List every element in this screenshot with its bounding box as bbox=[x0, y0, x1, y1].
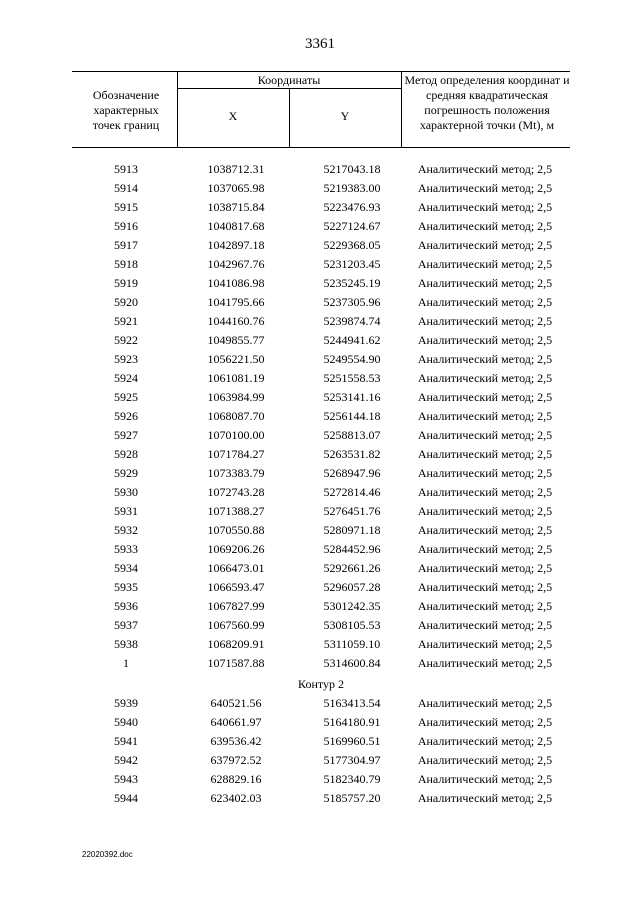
point-cell: 5932 bbox=[114, 523, 138, 537]
table-row bbox=[72, 179, 570, 198]
y-cell: 5182340.79 bbox=[323, 772, 381, 786]
y-cell: 5280971.18 bbox=[323, 523, 381, 537]
table-row bbox=[72, 407, 570, 426]
table-row bbox=[72, 789, 570, 808]
contour-label: Контур 2 bbox=[298, 677, 344, 691]
point-cell: 5926 bbox=[114, 409, 138, 423]
point-cell: 5943 bbox=[114, 772, 138, 786]
point-cell: 5935 bbox=[114, 580, 138, 594]
y-cell: 5163413.54 bbox=[323, 696, 381, 710]
method-cell: Аналитический метод; 2,5 bbox=[417, 333, 553, 347]
point-cell: 5919 bbox=[114, 276, 138, 290]
x-cell: 1066593.47 bbox=[207, 580, 265, 594]
y-cell: 5219383.00 bbox=[323, 181, 381, 195]
y-cell: 5258813.07 bbox=[323, 428, 381, 442]
method-cell: Аналитический метод; 2,5 bbox=[417, 485, 553, 499]
footer-filename: 22020392.doc bbox=[82, 850, 133, 859]
method-cell: Аналитический метод; 2,5 bbox=[417, 162, 553, 176]
point-cell: 5928 bbox=[114, 447, 138, 461]
x-cell: 1049855.77 bbox=[207, 333, 265, 347]
point-cell: 5920 bbox=[114, 295, 138, 309]
x-cell: 1067827.99 bbox=[207, 599, 265, 613]
point-cell: 5927 bbox=[114, 428, 138, 442]
method-cell: Аналитический метод; 2,5 bbox=[417, 314, 553, 328]
point-cell: 5939 bbox=[114, 696, 138, 710]
table-row bbox=[72, 236, 570, 255]
table-row bbox=[72, 369, 570, 388]
x-cell: 1070100.00 bbox=[207, 428, 265, 442]
method-cell: Аналитический метод; 2,5 bbox=[417, 371, 553, 385]
method-cell: Аналитический метод; 2,5 bbox=[417, 734, 553, 748]
method-cell: Аналитический метод; 2,5 bbox=[417, 466, 553, 480]
page-number: 3361 bbox=[305, 36, 335, 52]
col-divider-3 bbox=[401, 71, 402, 147]
point-cell: 5937 bbox=[114, 618, 138, 632]
point-cell: 5913 bbox=[114, 162, 138, 176]
table-row bbox=[72, 770, 570, 789]
y-cell: 5314600.84 bbox=[323, 656, 381, 670]
header-coords-label: Координаты bbox=[257, 73, 321, 87]
y-cell: 5263531.82 bbox=[323, 447, 381, 461]
method-cell: Аналитический метод; 2,5 bbox=[417, 181, 553, 195]
y-cell: 5311059.10 bbox=[323, 637, 381, 651]
table-top-rule bbox=[72, 71, 570, 72]
x-cell: 1068209.91 bbox=[207, 637, 265, 651]
point-cell: 5940 bbox=[114, 715, 138, 729]
table-row bbox=[72, 713, 570, 732]
y-cell: 5276451.76 bbox=[323, 504, 381, 518]
y-cell: 5217043.18 bbox=[323, 162, 381, 176]
x-cell: 1041795.66 bbox=[207, 295, 265, 309]
x-cell: 640521.56 bbox=[210, 696, 262, 710]
table-row bbox=[72, 274, 570, 293]
x-cell: 1037065.98 bbox=[207, 181, 265, 195]
method-cell: Аналитический метод; 2,5 bbox=[417, 409, 553, 423]
table-row bbox=[72, 217, 570, 236]
x-cell: 1044160.76 bbox=[207, 314, 265, 328]
method-cell: Аналитический метод; 2,5 bbox=[417, 219, 553, 233]
point-cell: 5938 bbox=[114, 637, 138, 651]
method-cell: Аналитический метод; 2,5 bbox=[417, 523, 553, 537]
y-cell: 5308105.53 bbox=[323, 618, 381, 632]
method-cell: Аналитический метод; 2,5 bbox=[417, 542, 553, 556]
method-cell: Аналитический метод; 2,5 bbox=[417, 276, 553, 290]
point-cell: 5914 bbox=[114, 181, 138, 195]
x-cell: 1071784.27 bbox=[207, 447, 265, 461]
table-row bbox=[72, 732, 570, 751]
table-row bbox=[72, 521, 570, 540]
x-cell: 639536.42 bbox=[210, 734, 262, 748]
method-cell: Аналитический метод; 2,5 bbox=[417, 580, 553, 594]
table-row bbox=[72, 597, 570, 616]
y-cell: 5292661.26 bbox=[323, 561, 381, 575]
table-row bbox=[72, 160, 570, 179]
table-row bbox=[72, 255, 570, 274]
y-cell: 5185757.20 bbox=[323, 791, 381, 805]
table-row bbox=[72, 654, 570, 673]
table-row bbox=[72, 694, 570, 713]
x-cell: 637972.52 bbox=[210, 753, 262, 767]
method-cell: Аналитический метод; 2,5 bbox=[417, 753, 553, 767]
method-cell: Аналитический метод; 2,5 bbox=[417, 295, 553, 309]
x-cell: 1069206.26 bbox=[207, 542, 265, 556]
x-cell: 1038715.84 bbox=[207, 200, 265, 214]
method-cell: Аналитический метод; 2,5 bbox=[417, 428, 553, 442]
table-row bbox=[72, 312, 570, 331]
x-cell: 628829.16 bbox=[210, 772, 262, 786]
method-cell: Аналитический метод; 2,5 bbox=[417, 390, 553, 404]
x-cell: 1041086.98 bbox=[207, 276, 265, 290]
point-cell: 5917 bbox=[114, 238, 138, 252]
y-cell: 5164180.91 bbox=[323, 715, 381, 729]
table-row bbox=[72, 331, 570, 350]
point-cell: 5921 bbox=[114, 314, 138, 328]
table-row bbox=[72, 426, 570, 445]
y-cell: 5227124.67 bbox=[323, 219, 381, 233]
point-cell: 5941 bbox=[114, 734, 138, 748]
y-cell: 5223476.93 bbox=[323, 200, 381, 214]
point-cell: 5934 bbox=[114, 561, 138, 575]
point-cell: 5924 bbox=[114, 371, 138, 385]
y-cell: 5253141.16 bbox=[323, 390, 381, 404]
y-cell: 5177304.97 bbox=[323, 753, 381, 767]
x-cell: 1073383.79 bbox=[207, 466, 265, 480]
y-cell: 5237305.96 bbox=[323, 295, 381, 309]
table-row bbox=[72, 540, 570, 559]
method-cell: Аналитический метод; 2,5 bbox=[417, 656, 553, 670]
method-cell: Аналитический метод; 2,5 bbox=[417, 618, 553, 632]
header-point-label: Обозначение характерных точек границ bbox=[92, 88, 160, 132]
point-cell: 5923 bbox=[114, 352, 138, 366]
table-row bbox=[72, 445, 570, 464]
header-method-label: Метод определения координат и средняя квадратическая погрешность положения характерной точки (Mt), м bbox=[404, 73, 570, 132]
y-cell: 5256144.18 bbox=[323, 409, 381, 423]
point-cell: 5929 bbox=[114, 466, 138, 480]
table-row bbox=[72, 578, 570, 597]
y-cell: 5169960.51 bbox=[323, 734, 381, 748]
y-cell: 5229368.05 bbox=[323, 238, 381, 252]
method-cell: Аналитический метод; 2,5 bbox=[417, 715, 553, 729]
table-row bbox=[72, 502, 570, 521]
method-cell: Аналитический метод; 2,5 bbox=[417, 561, 553, 575]
point-cell: 5944 bbox=[114, 791, 138, 805]
x-cell: 1042897.18 bbox=[207, 238, 265, 252]
y-cell: 5268947.96 bbox=[323, 466, 381, 480]
x-cell: 1068087.70 bbox=[207, 409, 265, 423]
x-cell: 1040817.68 bbox=[207, 219, 265, 233]
x-cell: 1056221.50 bbox=[207, 352, 265, 366]
y-cell: 5231203.45 bbox=[323, 257, 381, 271]
point-cell: 5915 bbox=[114, 200, 138, 214]
y-cell: 5249554.90 bbox=[323, 352, 381, 366]
x-cell: 1061081.19 bbox=[207, 371, 265, 385]
method-cell: Аналитический метод; 2,5 bbox=[417, 352, 553, 366]
point-cell: 5930 bbox=[114, 485, 138, 499]
y-cell: 5244941.62 bbox=[323, 333, 381, 347]
header-y-label: Y bbox=[340, 109, 350, 123]
point-cell: 5918 bbox=[114, 257, 138, 271]
point-cell: 5942 bbox=[114, 753, 138, 767]
method-cell: Аналитический метод; 2,5 bbox=[417, 447, 553, 461]
x-cell: 1067560.99 bbox=[207, 618, 265, 632]
header-x-label: X bbox=[228, 109, 238, 123]
point-cell: 5916 bbox=[114, 219, 138, 233]
method-cell: Аналитический метод; 2,5 bbox=[417, 637, 553, 651]
header-bottom-rule bbox=[72, 147, 570, 148]
table-row bbox=[72, 483, 570, 502]
x-cell: 1070550.88 bbox=[207, 523, 265, 537]
table-row bbox=[72, 388, 570, 407]
method-cell: Аналитический метод; 2,5 bbox=[417, 200, 553, 214]
table-row bbox=[72, 350, 570, 369]
x-cell: 1071388.27 bbox=[207, 504, 265, 518]
point-cell: 1 bbox=[123, 656, 129, 670]
method-cell: Аналитический метод; 2,5 bbox=[417, 599, 553, 613]
y-cell: 5301242.35 bbox=[323, 599, 381, 613]
point-cell: 5922 bbox=[114, 333, 138, 347]
point-cell: 5936 bbox=[114, 599, 138, 613]
point-cell: 5931 bbox=[114, 504, 138, 518]
x-cell: 1063984.99 bbox=[207, 390, 265, 404]
method-cell: Аналитический метод; 2,5 bbox=[417, 504, 553, 518]
x-cell: 640661.97 bbox=[210, 715, 262, 729]
x-cell: 1072743.28 bbox=[207, 485, 265, 499]
point-cell: 5925 bbox=[114, 390, 138, 404]
method-cell: Аналитический метод; 2,5 bbox=[417, 696, 553, 710]
method-cell: Аналитический метод; 2,5 bbox=[417, 791, 553, 805]
table-row bbox=[72, 751, 570, 770]
table-row bbox=[72, 616, 570, 635]
table-row bbox=[72, 293, 570, 312]
table-row bbox=[72, 559, 570, 578]
table-row bbox=[72, 635, 570, 654]
x-cell: 623402.03 bbox=[210, 791, 262, 805]
method-cell: Аналитический метод; 2,5 bbox=[417, 772, 553, 786]
method-cell: Аналитический метод; 2,5 bbox=[417, 238, 553, 252]
y-cell: 5272814.46 bbox=[323, 485, 381, 499]
y-cell: 5235245.19 bbox=[323, 276, 381, 290]
y-cell: 5239874.74 bbox=[323, 314, 381, 328]
table-row bbox=[72, 464, 570, 483]
point-cell: 5933 bbox=[114, 542, 138, 556]
table-row bbox=[72, 198, 570, 217]
method-cell: Аналитический метод; 2,5 bbox=[417, 257, 553, 271]
y-cell: 5296057.28 bbox=[323, 580, 381, 594]
y-cell: 5284452.96 bbox=[323, 542, 381, 556]
y-cell: 5251558.53 bbox=[323, 371, 381, 385]
x-cell: 1038712.31 bbox=[207, 162, 265, 176]
x-cell: 1042967.76 bbox=[207, 257, 265, 271]
x-cell: 1066473.01 bbox=[207, 561, 265, 575]
x-cell: 1071587.88 bbox=[207, 656, 265, 670]
